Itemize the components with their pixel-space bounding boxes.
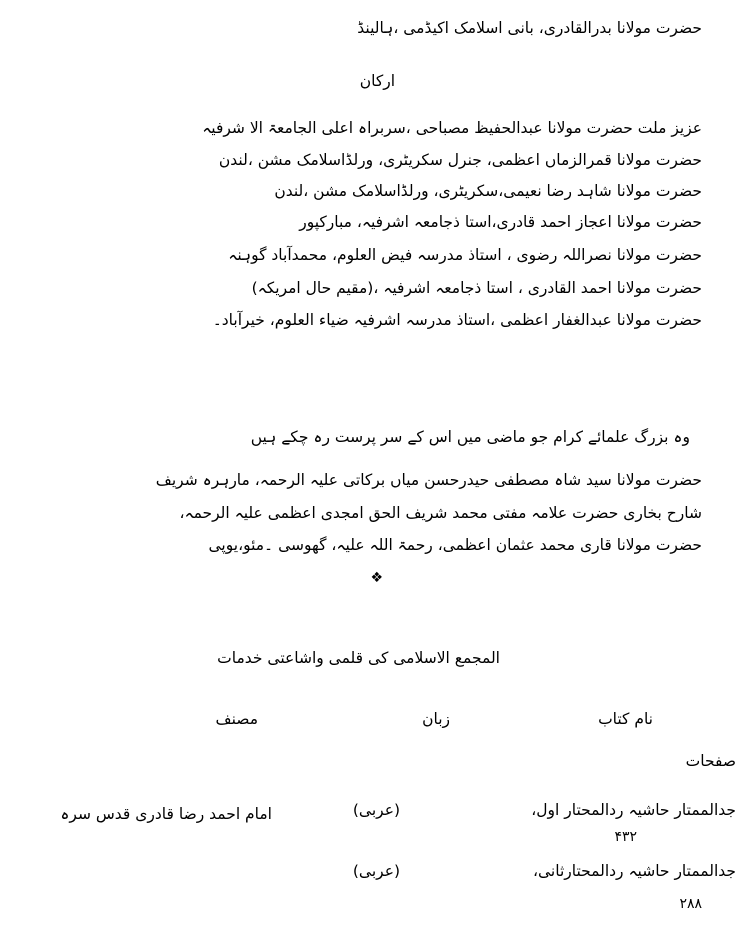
member-line: عزیز ملت حضرت مولانا عبدالحفیظ مصباحی ،سربراہ اعلی الجامعۃ الا شرفیہ [202,119,702,137]
ornament-divider: ❖ [370,570,383,586]
book-title: جدالممتار حاشیہ ردالمحتارثانی، [533,862,736,880]
header-line: حضرت مولانا بدرالقادری، بانی اسلامک اکیڈمی ،ہالینڈ [357,19,702,37]
book-language: (عربی) [352,862,400,880]
column-header-book-name: نام کتاب [598,710,653,728]
member-line: حضرت مولانا قمرالزماں اعظمی، جنرل سکریٹری، ورلڈاسلامک مشن ،لندن [218,151,702,169]
column-header-language: زبان [422,710,450,728]
member-line: حضرت مولانا احمد القادری ، استا ذجامعہ اشرفیہ ،(مقیم حال امریکہ) [251,279,702,297]
patron-line: حضرت مولانا قاری محمد عثمان اعظمی، رحمۃ اللہ علیہ، گھوسی ۔مئو،یوپی [208,536,702,554]
member-line: حضرت مولانا اعجاز احمد قادری،استا ذجامعہ اشرفیہ، مبارکپور [299,213,702,231]
member-line: حضرت مولانا شاہد رضا نعیمی،سکریٹری، ورلڈاسلامک مشن ،لندن [274,182,702,200]
column-header-pages: صفحات [685,752,736,770]
member-line: حضرت مولانا نصراللہ رضوی ، استاذ مدرسہ فیض العلوم، محمدآباد گوہنہ [228,246,702,264]
column-header-author: مصنف [215,710,258,728]
patrons-heading: وہ بزرگ علمائے کرام جو ماضی میں اس کے سر پرست رہ چکے ہیں [250,428,690,446]
book-pages: ۲۸۸ [679,896,702,912]
book-pages: ۴۳۲ [614,829,637,845]
book-author: امام احمد رضا قادری قدس سرہ [60,805,272,823]
book-title: جدالممتار حاشیہ ردالمحتار اول، [531,801,736,819]
patron-line: شارح بخاری حضرت علامہ مفتی محمد شریف الحق امجدی اعظمی علیہ الرحمہ، [179,504,702,522]
book-language: (عربی) [352,801,400,819]
patron-line: حضرت مولانا سید شاہ مصطفی حیدرحسن میاں برکاتی علیہ الرحمہ، مارہرہ شریف [155,471,702,489]
arkan-heading: ارکان [359,72,395,90]
services-heading: المجمع الاسلامی کی قلمی واشاعتی خدمات [217,649,500,667]
member-line: حضرت مولانا عبدالغفار اعظمی ،استاذ مدرسہ اشرفیہ ضیاء العلوم، خیرآباد۔ [212,311,702,329]
